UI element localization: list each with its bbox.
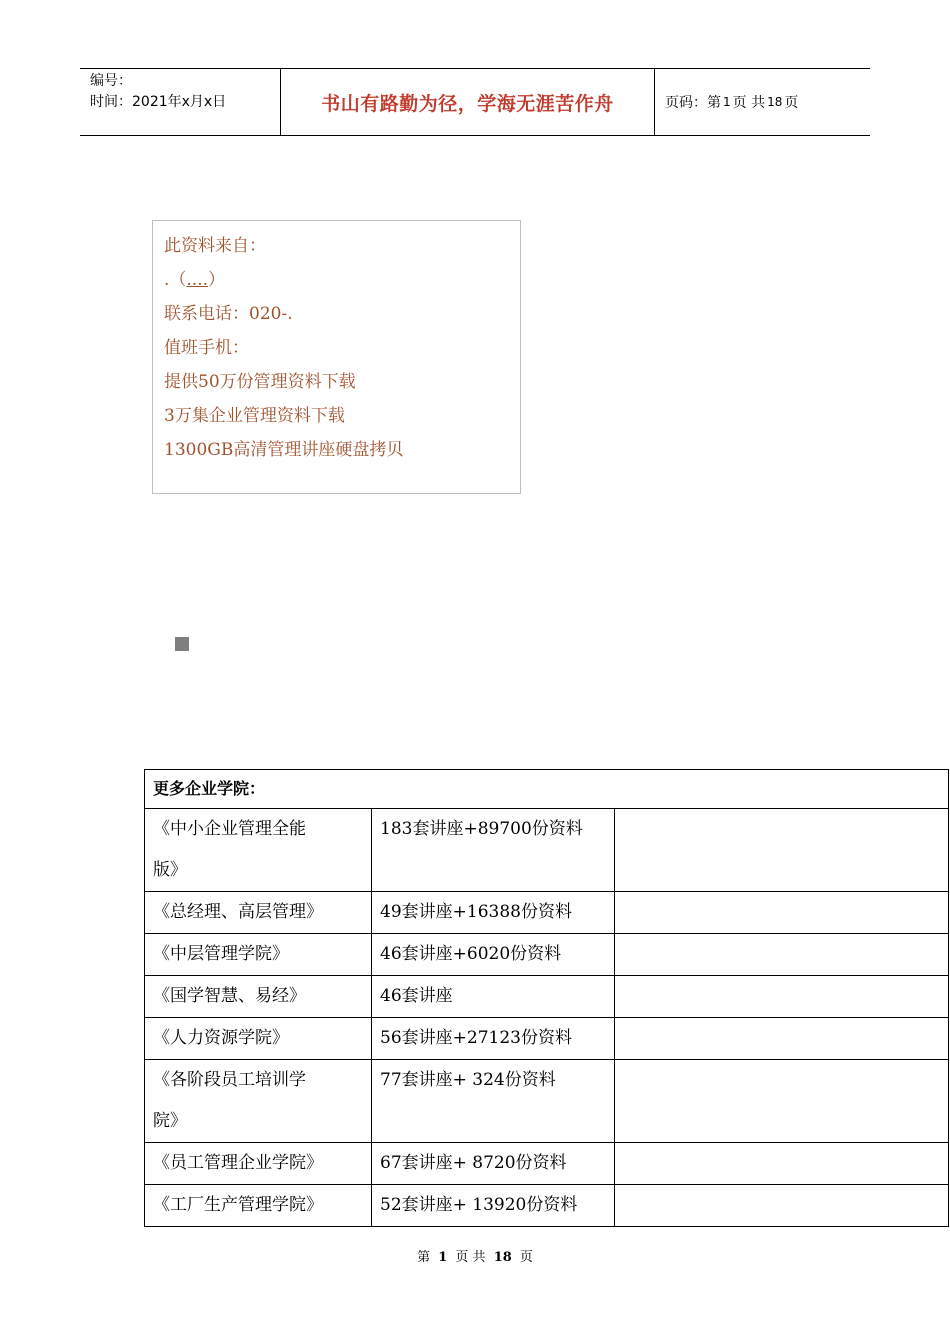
footer-suffix: 页 xyxy=(519,1250,533,1265)
course-name xyxy=(145,1018,372,1060)
offer-line-3: 1300GB高清管理讲座硬盘拷贝 xyxy=(164,440,404,460)
course-name-line: 版》 xyxy=(153,860,187,880)
source-line: 此资料来自： xyxy=(164,236,266,256)
course-content: 46套讲座+6020份资料 xyxy=(372,934,615,976)
course-name-line: 院》 xyxy=(153,1111,187,1131)
table-row xyxy=(145,1060,949,1143)
empty-cell xyxy=(615,976,949,1018)
serial-label: 编号： xyxy=(90,73,132,89)
empty-cell xyxy=(615,1185,949,1227)
time-label: 时间：2021年x月x日 xyxy=(90,94,227,110)
table-heading: 更多企业学院： xyxy=(145,770,949,809)
footer-mid: 页 共 xyxy=(455,1250,486,1265)
page-header xyxy=(80,68,870,136)
square-bullet-icon xyxy=(175,637,189,651)
course-name-line: 《各阶段员工培训学 xyxy=(153,1070,306,1090)
table-row xyxy=(145,1185,949,1227)
course-name xyxy=(145,934,372,976)
table-row xyxy=(145,1143,949,1185)
page-mid: 页 共 xyxy=(732,95,766,111)
table-row xyxy=(145,1018,949,1060)
empty-cell xyxy=(615,892,949,934)
phone-line: 联系电话：020-. xyxy=(164,304,293,324)
course-name xyxy=(145,892,372,934)
table-row xyxy=(145,934,949,976)
course-name-line: 《总经理、高层管理》 xyxy=(153,902,323,922)
offer-line-1: 提供50万份管理资料下载 xyxy=(164,372,356,392)
course-name xyxy=(145,1060,372,1143)
table-row xyxy=(145,892,949,934)
table-heading-row xyxy=(145,770,949,809)
academy-table xyxy=(144,769,949,1227)
table-row xyxy=(145,809,949,892)
empty-cell xyxy=(615,1060,949,1143)
page-total: 18 xyxy=(767,95,783,109)
course-name-line: 《员工管理企业学院》 xyxy=(153,1153,323,1173)
course-name-line: 《工厂生产管理学院》 xyxy=(153,1195,323,1215)
course-name-line: 《中小企业管理全能 xyxy=(153,819,306,839)
course-content: 52套讲座+ 13920份资料 xyxy=(372,1185,615,1227)
mobile-line: 值班手机： xyxy=(164,338,249,358)
link-open: .（ xyxy=(164,270,187,290)
course-content: 56套讲座+27123份资料 xyxy=(372,1018,615,1060)
course-name-line: 《中层管理学院》 xyxy=(153,944,289,964)
footer-prefix: 第 xyxy=(417,1250,431,1265)
table-row xyxy=(145,976,949,1018)
source-info-box xyxy=(152,220,521,494)
course-content: 77套讲座+ 324份资料 xyxy=(372,1060,615,1143)
empty-cell xyxy=(615,1143,949,1185)
course-name xyxy=(145,809,372,892)
header-meta xyxy=(80,69,281,135)
link-close: ） xyxy=(208,270,226,290)
page-footer xyxy=(0,1246,950,1265)
source-link[interactable]: .... xyxy=(186,270,209,290)
course-content: 46套讲座 xyxy=(372,976,615,1018)
course-name-line: 《国学智慧、易经》 xyxy=(153,986,306,1006)
course-name-line: 《人力资源学院》 xyxy=(153,1028,289,1048)
empty-cell xyxy=(615,1018,949,1060)
header-motto: 书山有路勤为径，学海无涯苦作舟 xyxy=(281,69,655,135)
course-content: 183套讲座+89700份资料 xyxy=(372,809,615,892)
empty-cell xyxy=(615,934,949,976)
footer-total: 18 xyxy=(493,1250,512,1265)
course-content: 49套讲座+16388份资料 xyxy=(372,892,615,934)
page-prefix: 页码：第 xyxy=(665,95,721,111)
link-line xyxy=(164,263,520,297)
course-name xyxy=(145,1185,372,1227)
course-content: 67套讲座+ 8720份资料 xyxy=(372,1143,615,1185)
course-name xyxy=(145,976,372,1018)
header-page-number xyxy=(655,69,870,135)
page-current: 1 xyxy=(723,95,731,109)
offer-line-2: 3万集企业管理资料下载 xyxy=(164,406,345,426)
course-name xyxy=(145,1143,372,1185)
footer-current: 1 xyxy=(438,1250,448,1265)
page-suffix: 页 xyxy=(784,95,799,111)
empty-cell xyxy=(615,809,949,892)
